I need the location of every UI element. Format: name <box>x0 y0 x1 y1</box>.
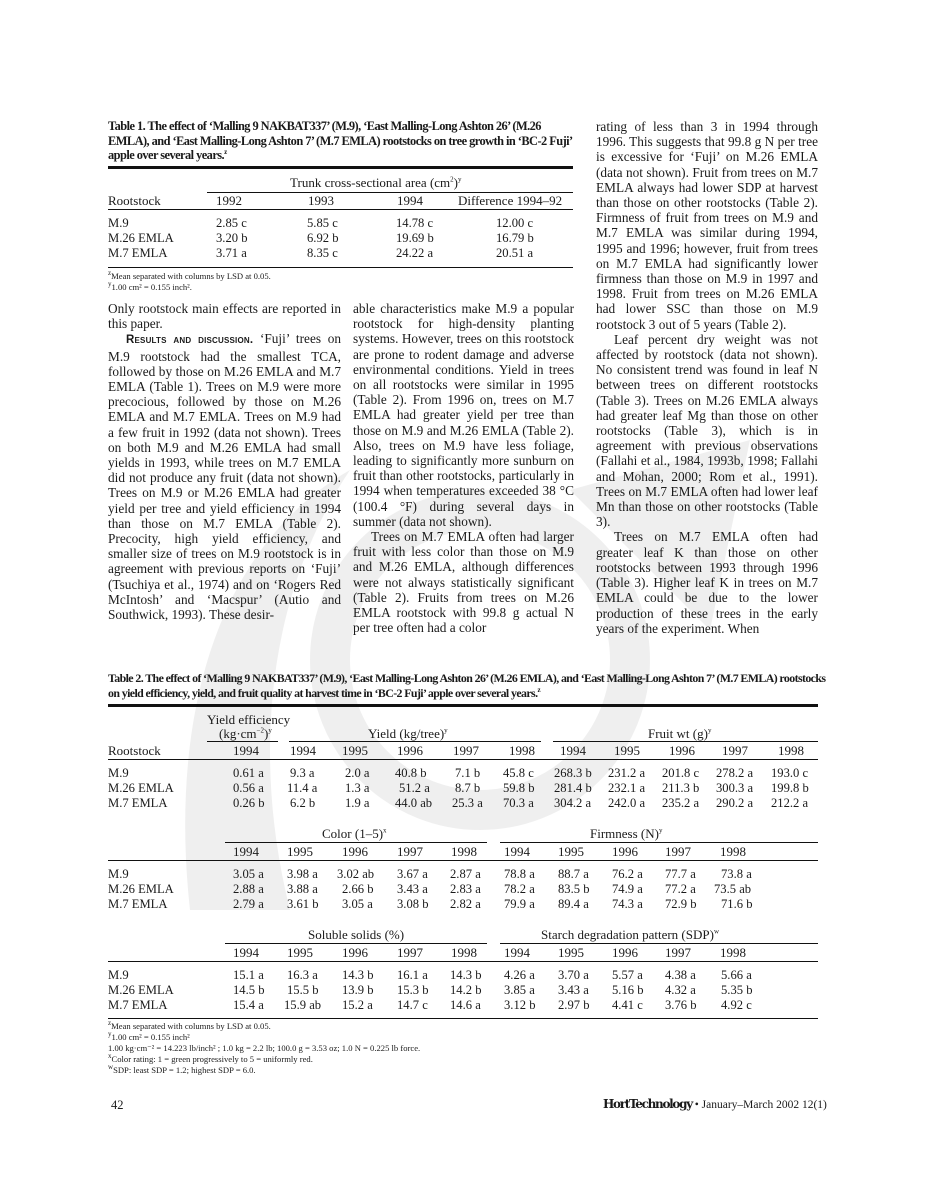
table2-cell: 235.2 a <box>662 796 700 810</box>
table2-cell: 5.35 b <box>721 983 753 997</box>
table2-cell: 3.08 b <box>397 897 429 911</box>
table2-cell: 9.3 a <box>290 766 315 780</box>
table1-col-1993: 1993 <box>308 193 334 208</box>
table2-footnote-x: $^x$Color rating: 1 = green progressively to 5 = uniformly red. <box>108 1052 313 1064</box>
table2-cell: 14.2 b <box>450 983 482 997</box>
year-header: 1997 <box>665 844 691 859</box>
table2-yield-efficiency-rule <box>207 741 278 742</box>
table2-cell: 44.0 ab <box>395 796 433 810</box>
table2-footnote-z: $^z$Mean separated with columns by LSD at 0.05. <box>108 1019 271 1031</box>
year-header: 1995 <box>614 743 640 758</box>
table2-cell: 2.66 b <box>342 882 374 896</box>
journal-footer <box>603 1097 827 1111</box>
table2-caption: Table 2. The effect of ‘Malling 9 NAKBAT337’ (M.9), ‘East Malling-Long Ashton 26’ (M.26 EMLA), and ‘East Malling-Long Ashton 7’ (M.7 EMLA) rootstocks on yield efficiency, yield, and fruit quality at harvest time in ‘BC-2 Fuji’ apple over several years.$^z$ <box>108 671 826 700</box>
table2-cell: 3.61 b <box>287 897 319 911</box>
table2-cell: 14.3 b <box>450 968 482 982</box>
table2-cell: 232.1 a <box>608 781 646 795</box>
paragraph: Leaf percent dry weight was not affected by rootstock (data not shown). No consistent trend was found in leaf N between trees on different rootstocks (Table 3). Trees on M.26 EMLA always had greater leaf Mg than those on other rootstocks (Table 3), which is in agreement with previous observations (Fallahi et al., 1984, 1993b, 1998; Fallahi and Mohan, 2000; Rom et al., 1991). Trees on M.7 EMLA often had lower leaf Mn than those on other rootstocks (Table 3). <box>596 331 818 530</box>
table2-sdp-rule <box>500 943 818 944</box>
table1-cell: 3.20 b <box>216 231 248 245</box>
table2-footnote-w: $^w$SDP: least SDP = 1.2; highest SDP = 6.0. <box>108 1063 256 1075</box>
rootstock-label: M.9 <box>108 968 129 982</box>
table1-col-1994: 1994 <box>397 193 423 208</box>
table2-cell: 16.3 a <box>287 968 318 982</box>
table2-cell: 3.88 a <box>287 882 318 896</box>
table2-section3-rule <box>108 961 818 962</box>
table1-footnote-y: $^y$1.00 cm² = 0.155 inch². <box>108 280 192 292</box>
table2-cell: 79.9 a <box>504 897 535 911</box>
table2-fruitwt-rule <box>553 741 818 742</box>
table2-cell: 72.9 b <box>665 897 697 911</box>
table2-cell: 8.7 b <box>455 781 481 795</box>
table1-footnote-z: $^z$Mean separated with columns by LSD at 0.05. <box>108 269 271 281</box>
table2-cell: 15.1 a <box>233 968 264 982</box>
table2-cell: 71.6 b <box>721 897 753 911</box>
table1-cell: M.26 EMLA <box>108 231 174 245</box>
table2-yield-label: Yield (kg/tree)$^y$ <box>368 726 448 741</box>
table2-cell: 3.43 a <box>558 983 589 997</box>
table2-cell: 4.38 a <box>665 968 696 982</box>
table2-cell: 281.4 b <box>554 781 592 795</box>
page-number: 42 <box>111 1098 124 1112</box>
table2-cell: 0.56 a <box>233 781 264 795</box>
table2-cell: 3.05 a <box>342 897 373 911</box>
table2-cell: 3.98 a <box>287 867 318 881</box>
table2-cell: 290.2 a <box>716 796 754 810</box>
table2-cell: 88.7 a <box>558 867 589 881</box>
rootstock-label: M.7 EMLA <box>108 998 168 1012</box>
table2-cell: 5.16 b <box>612 983 644 997</box>
rootstock-label: M.7 EMLA <box>108 796 168 810</box>
table2-cell: 193.0 c <box>771 766 809 780</box>
table1-cell: 20.51 a <box>496 246 534 260</box>
table2-cell: 3.67 a <box>397 867 428 881</box>
section-heading: Results and discussion. <box>126 334 254 347</box>
table2-cell: 76.2 a <box>612 867 643 881</box>
table2-cell: 74.9 a <box>612 882 643 896</box>
body-column-3 <box>596 119 818 636</box>
table2-col-rootstock: Rootstock <box>108 743 161 758</box>
table2-cell: 14.6 a <box>450 998 481 1012</box>
table2-cell: 83.5 b <box>558 882 590 896</box>
table2-firmness-rule <box>500 842 818 843</box>
table2-cell: 15.2 a <box>342 998 373 1012</box>
table1-col-difference: Difference 1994–92 <box>458 193 563 208</box>
table2-soluble-solids-label: Soluble solids (%) <box>308 927 405 942</box>
year-header: 1997 <box>665 945 691 960</box>
table2-cell: 2.82 a <box>450 897 481 911</box>
paragraph: rating of less than 3 in 1994 through 1996. This suggests that 99.8 g N per tree is excessive for ‘Fuji’ on M.26 EMLA (data not shown). Fruit from trees on M.7 EMLA always had lower SDP at harvest than those on other rootstocks (Table 2). Firmness of fruit from trees on M.9 and M.7 EMLA was similar during 1994, 1995 and 1996; however, fruit from trees on M.7 EMLA had significantly lower firmness than those on M.9 in 1997 and 1998. Fruit from trees on M.26 EMLA had lower SSC than those on M.9 rootstock 3 out of 5 years (Table 2). <box>596 119 818 332</box>
year-header: 1996 <box>342 945 368 960</box>
table2-cell: 2.87 a <box>450 867 481 881</box>
table2-cell: 3.05 a <box>233 867 264 881</box>
table2-cell: 3.43 a <box>397 882 428 896</box>
year-header: 1998 <box>720 945 746 960</box>
table2-cell: 1.9 a <box>345 796 370 810</box>
year-header: 1996 <box>342 844 368 859</box>
year-header: 1995 <box>287 844 313 859</box>
body-column-2 <box>353 301 574 635</box>
table2-yield-rule <box>289 741 541 742</box>
year-header: 1997 <box>453 743 479 758</box>
table1-top-rule <box>108 166 573 169</box>
year-header: 1998 <box>451 844 477 859</box>
table1-cell: 24.22 a <box>396 246 434 260</box>
table2-cell: 14.3 b <box>342 968 374 982</box>
table2-cell: 45.8 c <box>503 766 534 780</box>
table2-cell: 5.66 a <box>721 968 752 982</box>
table2-cell: 14.5 b <box>233 983 265 997</box>
table2-cell: 78.2 a <box>504 882 535 896</box>
paragraph: able characteristics make M.9 a popular rootstock for high-density planting systems. However, trees on this rootstock are prone to rodent damage and adverse environmental conditions. Yield in trees on all rootstocks were similar in 1995 (Table 2). From 1996 on, trees on M.7 EMLA had greater yield per tree than those on M.9 and M.26 EMLA (Table 2). Also, trees on M.9 have less foliage, leading to significantly more sunburn on fruit than other rootstocks, particularly in 1994 when temperatures exceeded 38 °C (100.4 °F) during several days in summer (data not shown). <box>353 301 574 529</box>
year-header: 1996 <box>397 743 423 758</box>
table1-cell: 5.85 c <box>307 216 338 230</box>
table2-cell: 5.57 a <box>612 968 643 982</box>
table2-cell: 7.1 b <box>455 766 481 780</box>
table1-group-header: Trunk cross-sectional area $(cm^2)^y$ <box>290 175 462 190</box>
year-header: 1994 <box>233 945 259 960</box>
rootstock-label: M.9 <box>108 867 129 881</box>
table1-col-rootstock: Rootstock <box>108 193 161 208</box>
table1-caption: Table 1. The effect of ‘Malling 9 NAKBAT337’ (M.9), ‘East Malling-Long Ashton 26’ (M.26 EMLA), and ‘East Malling-Long Ashton 7’ (M.7 EMLA) rootstocks on tree growth in ‘BC-2 Fuji’ apple over several years.$^z$ <box>108 119 572 163</box>
table2-cell: 15.9 ab <box>284 998 322 1012</box>
table2-cell: 51.2 a <box>399 781 430 795</box>
table2-cell: 300.3 a <box>716 781 754 795</box>
table2-cell: 278.2 a <box>716 766 754 780</box>
table2-cell: 73.5 ab <box>714 882 752 896</box>
rootstock-label: M.7 EMLA <box>108 897 168 911</box>
issue-info: • January–March 2002 12(1) <box>694 1099 827 1111</box>
year-header: 1994 <box>233 844 259 859</box>
table1-cell: 8.35 c <box>307 246 338 260</box>
table2-cell: 40.8 b <box>395 766 427 780</box>
year-header: 1996 <box>612 844 638 859</box>
rootstock-label: M.9 <box>108 766 129 780</box>
table1-header-rule <box>108 209 573 210</box>
table2-section2-rule <box>108 860 818 861</box>
year-header: 1997 <box>397 945 423 960</box>
year-header: 1994 <box>504 844 530 859</box>
table2-cell: 3.76 b <box>665 998 697 1012</box>
table2-cell: 201.8 c <box>662 766 700 780</box>
table1-cell: 14.78 c <box>396 216 434 230</box>
rootstock-label: M.26 EMLA <box>108 882 174 896</box>
table2-cell: 0.61 a <box>233 766 264 780</box>
table2-cell: 70.3 a <box>503 796 534 810</box>
table2-cell: 77.2 a <box>665 882 696 896</box>
table2-color-rule <box>225 842 487 843</box>
table2-cell: 268.3 b <box>554 766 592 780</box>
table2-cell: 242.0 a <box>608 796 646 810</box>
rootstock-label: M.26 EMLA <box>108 781 174 795</box>
table1-cell: M.9 <box>108 216 129 230</box>
table2-cell: 3.12 b <box>504 998 536 1012</box>
table2-cell: 2.0 a <box>345 766 370 780</box>
table1-cell: 16.79 b <box>496 231 534 245</box>
table2-header-rule <box>108 759 818 760</box>
year-header: 1994 <box>560 743 586 758</box>
table1-bottom-rule <box>108 267 573 268</box>
table2-cell: 231.2 a <box>608 766 646 780</box>
paragraph: Only rootstock main effects are reported in this paper. <box>108 301 341 332</box>
paragraph: Results and discussion. ‘Fuji’ trees on M.9 rootstock had the smallest TCA, followed by those on M.26 EMLA and M.7 EMLA (Table 1). Trees on M.9 were more precocious, followed by those on M.26 EMLA and M.7 EMLA. Trees on M.9 had a few fruit in 1992 (data not shown). Trees on both M.9 and M.26 EMLA had small yields in 1993, while trees on M.7 EMLA did not produce any fruit (data not shown). Trees on M.9 or M.26 EMLA had greater yield per tree and yield efficiency in 1994 than those on M.7 EMLA (Table 2). Precocity, high yield efficiency, and smaller size of trees on M.9 rootstock is in agreement with previous reports on ‘Fuji’ (Tsuchiya et al., 1974) and on ‘Rogers Red McIntosh’ and ‘Macspur’ (Autio and Southwick, 1993). These desir- <box>108 331 342 623</box>
table1-cell: M.7 EMLA <box>108 246 168 260</box>
year-header: 1996 <box>669 743 695 758</box>
table2-cell: 2.79 a <box>233 897 264 911</box>
year-header: 1997 <box>722 743 748 758</box>
table2-footnote-y: $^y$1.00 cm² = 0.155 inch² <box>108 1030 190 1042</box>
body-column-1 <box>108 301 341 622</box>
table2-fruitwt-label: Fruit wt $(g)^y$ <box>648 726 712 741</box>
table2-cell: 3.85 a <box>504 983 535 997</box>
table2-cell: 2.83 a <box>450 882 481 896</box>
table2-cell: 4.92 c <box>721 998 752 1012</box>
table2-footnote-conversions: 1.00 kg·cm⁻² = 14.223 lb/inch² ; 1.0 kg = 2.2 lb; 100.0 g = 3.53 oz; 1.0 N = 0.225 lb force. <box>108 1043 421 1053</box>
year-header: 1995 <box>287 945 313 960</box>
table2-cell: 89.4 a <box>558 897 589 911</box>
table2-cell: 2.88 a <box>233 882 264 896</box>
table2-cell: 3.70 a <box>558 968 589 982</box>
table1-cell: 6.92 b <box>307 231 339 245</box>
table2-cell: 11.4 a <box>287 781 318 795</box>
table1-cell: 12.00 c <box>496 216 534 230</box>
table1-cell: 2.85 c <box>216 216 247 230</box>
table1-cell: 19.69 b <box>396 231 434 245</box>
table2-cell: 59.8 b <box>503 781 535 795</box>
table2-cell: 4.32 a <box>665 983 696 997</box>
year-header: 1998 <box>720 844 746 859</box>
table2-cell: 212.2 a <box>771 796 809 810</box>
year-header: 1994 <box>504 945 530 960</box>
table2-firmness-label: Firmness $(N)^y$ <box>590 826 663 841</box>
year-header: 1996 <box>612 945 638 960</box>
year-header: 1994 <box>290 743 316 758</box>
table2-cell: 15.5 b <box>287 983 319 997</box>
table2-sdp-label: Starch degradation pattern (SDP)$^w$ <box>541 927 719 942</box>
table2-cell: 13.9 b <box>342 983 374 997</box>
table2-cell: 1.3 a <box>345 781 370 795</box>
table2-cell: 211.3 b <box>662 781 700 795</box>
year-header: 1998 <box>509 743 535 758</box>
journal-logo: HortTechnology <box>603 1097 692 1111</box>
year-header: 1995 <box>558 844 584 859</box>
paragraph: Trees on M.7 EMLA often had larger fruit with less color than those on M.9 and M.26 EMLA, although differences were not always statistically significant (Table 2). Fruits from trees on M.26 EMLA rootstock with 99.8 g actual N per tree often had a color <box>353 529 574 636</box>
table2-cell: 73.8 a <box>721 867 752 881</box>
table1-cell: 3.71 a <box>216 246 247 260</box>
rootstock-label: M.26 EMLA <box>108 983 174 997</box>
year-header: 1997 <box>397 844 423 859</box>
table2-cell: 74.3 a <box>612 897 643 911</box>
table2-soluble-solids-rule <box>225 943 487 944</box>
table2-cell: 3.02 ab <box>337 867 375 881</box>
table2-cell: 304.2 a <box>554 796 592 810</box>
table2-color-label: Color $(1-5)^x$ <box>322 826 387 841</box>
paragraph: Trees on M.7 EMLA often had greater leaf K than those on other rootstocks between 1993 through 1996 (Table 3). Higher leaf K in trees on M.7 EMLA could be due to the lower production of these trees in the early years of the experiment. When <box>596 529 818 636</box>
table2-cell: 78.8 a <box>504 867 535 881</box>
table2-yield-efficiency-unit: $(kg\cdot cm^{-2})^y$ <box>219 726 272 741</box>
table2-cell: 77.7 a <box>665 867 696 881</box>
table2-cell: 16.1 a <box>397 968 428 982</box>
table2-cell: 15.4 a <box>233 998 264 1012</box>
table2-cell: 4.41 c <box>612 998 643 1012</box>
table2-cell: 0.26 b <box>233 796 265 810</box>
table2-bottom-rule <box>108 1018 818 1019</box>
table2-cell: 14.7 c <box>397 998 428 1012</box>
year-header: 1995 <box>558 945 584 960</box>
year-header: 1994 <box>233 743 259 758</box>
table2-cell: 199.8 b <box>771 781 809 795</box>
table2-cell: 15.3 b <box>397 983 429 997</box>
year-header: 1998 <box>451 945 477 960</box>
table2-top-rule <box>108 704 818 707</box>
table2-yield-efficiency-label: Yield efficiency <box>207 712 291 727</box>
table1-col-1992: 1992 <box>216 193 242 208</box>
table2-cell: 4.26 a <box>504 968 535 982</box>
year-header: 1995 <box>342 743 368 758</box>
table2-cell: 6.2 b <box>290 796 316 810</box>
table2-cell: 25.3 a <box>452 796 483 810</box>
table2-cell: 2.97 b <box>558 998 590 1012</box>
year-header: 1998 <box>778 743 804 758</box>
